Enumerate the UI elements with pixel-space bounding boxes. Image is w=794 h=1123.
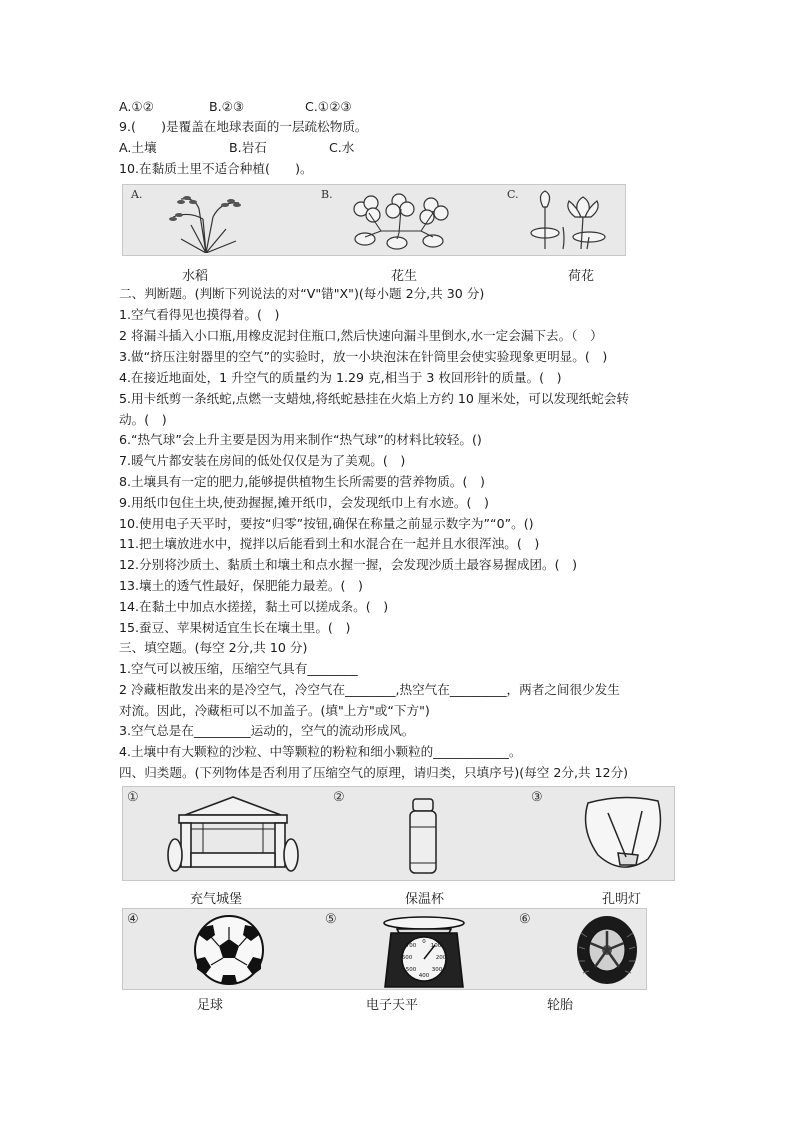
- classify-image-row-1: [122, 786, 675, 881]
- scale-reading-400: 400: [418, 973, 430, 979]
- judge-item-3: 3.做“挤压注射器里的空气”的实验时，放一小块泡沫在针筒里会使实验现象更明显。( ): [119, 349, 608, 364]
- section3-heading: 三、填空题。(每空 2分,共 10 分): [119, 640, 308, 655]
- q9-option-b: B.岩石: [229, 140, 267, 155]
- fill-item-2-continued: 对流。因此，冷藏柜可以不加盖子。(填"上方"或“下方"): [119, 703, 430, 718]
- section4-heading: 四、归类题。(下列物体是否利用了压缩空气的原理，请归类，只填序号)(每空 2分,共 12分): [119, 765, 629, 780]
- item-2-tag: ②: [333, 790, 345, 805]
- scale-reading-200: 200: [435, 955, 447, 961]
- soccer-ball-icon: [183, 913, 275, 987]
- scale-reading-700: 700: [405, 943, 417, 949]
- fill-item-1: 1.空气可以被压缩，压缩空气具有________: [119, 661, 358, 676]
- judge-item-9: 9.用纸巾包住土块,使劲握握,摊开纸巾，会发现纸巾上有水迹。( ): [119, 495, 489, 510]
- scale-reading-500: 500: [405, 967, 417, 973]
- scale-reading-600: 600: [401, 955, 413, 961]
- q8-option-c: C.①②③: [305, 99, 352, 114]
- q10-caption-lotus: 荷花: [568, 269, 595, 284]
- caption-tire: 轮胎: [547, 998, 574, 1013]
- rice-plant-icon: [151, 189, 261, 253]
- q10-caption-peanut: 花生: [391, 269, 418, 284]
- scale-reading-0: 0: [422, 939, 426, 945]
- judge-item-5: 5.用卡纸剪一条纸蛇,点燃一支蜡烛,将纸蛇悬挂在火焰上方约 10 厘米处，可以发现纸蛇会转: [119, 391, 630, 406]
- thermos-cup-icon: [403, 797, 443, 877]
- q10-caption-rice: 水稻: [182, 269, 209, 284]
- classify-image-row-2: [122, 908, 647, 990]
- peanut-plant-icon: [341, 189, 461, 253]
- scale-reading-300: 300: [431, 967, 443, 973]
- item-1-tag: ①: [127, 790, 139, 805]
- q9-option-c: C.水: [329, 140, 355, 155]
- item-3-tag: ③: [531, 790, 543, 805]
- caption-soccer-ball: 足球: [197, 998, 224, 1013]
- judge-item-7: 7.暖气片都安装在房间的低处仅仅是为了美观。( ): [119, 453, 406, 468]
- lotus-plant-icon: [523, 187, 613, 253]
- q9-option-a: A.土壤: [119, 140, 157, 155]
- judge-item-12: 12.分别将沙质土、黏质土和壤土和点水握一握，会发现沙质土最容易握成团。( ): [119, 557, 578, 572]
- caption-sky-lantern: 孔明灯: [602, 892, 642, 907]
- q9-question: 9.( )是覆盖在地球表面的一层疏松物质。: [119, 119, 368, 134]
- judge-item-11: 11.把土壤放进水中，搅拌以后能看到土和水混合在一起并且水很浑浊。( ): [119, 536, 540, 551]
- caption-electronic-scale: 电子天平: [366, 998, 419, 1013]
- judge-item-13: 13.壤土的透气性最好，保肥能力最差。( ): [119, 578, 363, 593]
- bounce-castle-icon: [163, 793, 303, 877]
- q10-plant-image-strip: [122, 184, 626, 256]
- caption-bounce-castle: 充气城堡: [190, 892, 243, 907]
- q10-question: 10.在黏质土里不适合种植( )。: [119, 161, 313, 176]
- section2-heading: 二、判断题。(判断下列说法的对“V"错"X")(每小题 2分,共 30 分): [119, 286, 485, 301]
- electronic-scale-icon: [377, 915, 471, 989]
- item-4-tag: ④: [127, 912, 139, 927]
- judge-item-2: 2 将漏斗插入小口瓶,用橡皮泥封住瓶口,然后快速向漏斗里倒水,水一定会漏下去。（ ）: [119, 328, 603, 343]
- judge-item-4: 4.在接近地面处，1 升空气的质量约为 1.29 克,相当于 3 枚回形针的质量。( ): [119, 370, 562, 385]
- judge-item-8: 8.土壤具有一定的肥力,能够提供植物生长所需要的营养物质。( ): [119, 474, 485, 489]
- q8-option-b: B.②③: [209, 99, 245, 114]
- fill-item-4: 4.土壤中有大颗粒的沙粒、中等颗粒的粉粒和细小颗粒的____________。: [119, 744, 522, 759]
- judge-item-5-continued: 动。( ): [119, 412, 167, 427]
- judge-item-15: 15.蚕豆、苹果树适宜生长在壤土里。( ): [119, 620, 351, 635]
- fill-item-3: 3.空气总是在_________运动的，空气的流动形成风。: [119, 723, 415, 738]
- q10-tag-c: C.: [507, 188, 519, 201]
- q8-option-a: A.①②: [119, 99, 154, 114]
- fill-item-2: 2 冷藏柜散发出来的是冷空气，冷空气在________,热空气在_________，两者之间很少发生: [119, 682, 620, 697]
- judge-item-14: 14.在黏土中加点水搓搓，黏土可以搓成条。( ): [119, 599, 389, 614]
- caption-thermos: 保温杯: [405, 892, 445, 907]
- scale-reading-100: 100: [430, 943, 442, 949]
- judge-item-6: 6.“热气球”会上升主要是因为用来制作“热气球”的材料比较轻。(): [119, 432, 482, 447]
- judge-item-10: 10.使用电子天平时，要按“归零”按钮,确保在称量之前显示数字为”“0”。(): [119, 516, 534, 531]
- judge-item-1: 1.空气看得见也摸得着。( ): [119, 307, 280, 322]
- q10-tag-a: A.: [131, 188, 143, 201]
- q10-tag-b: B.: [321, 188, 333, 201]
- sky-lantern-icon: [578, 793, 668, 877]
- item-5-tag: ⑤: [325, 912, 337, 927]
- car-tire-icon: [569, 913, 645, 987]
- item-6-tag: ⑥: [519, 912, 531, 927]
